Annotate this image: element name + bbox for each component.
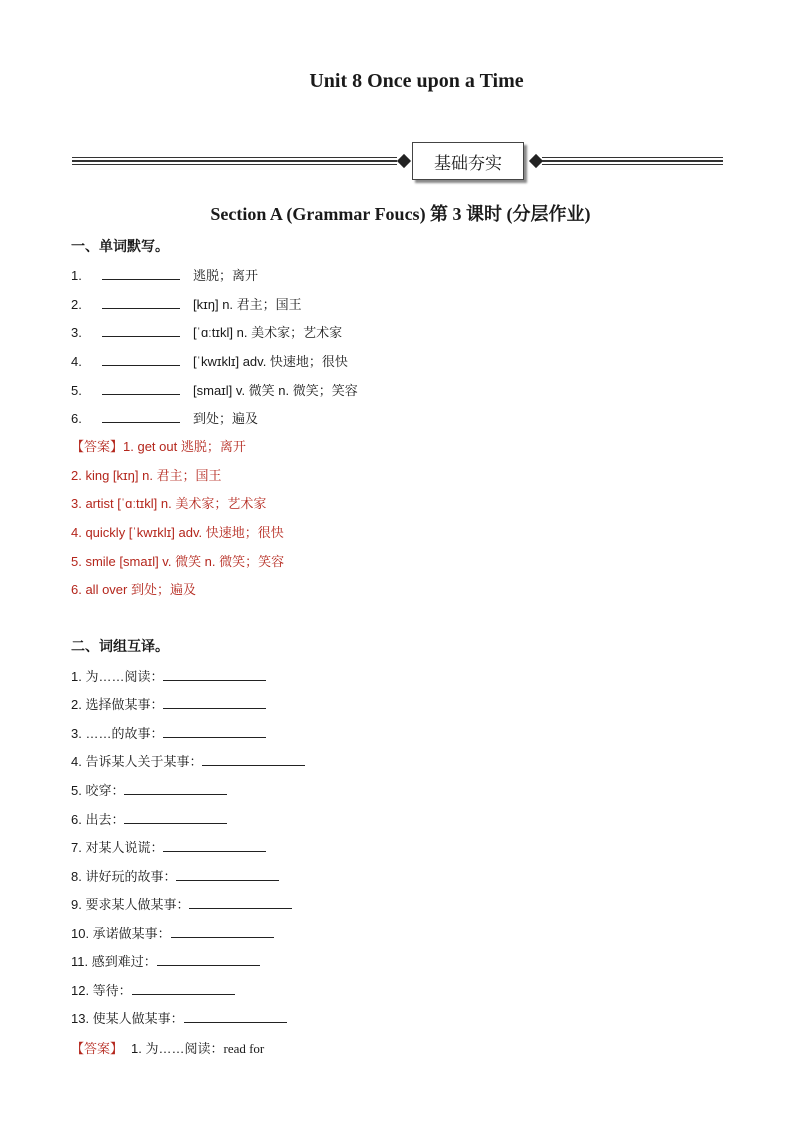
answer-blank[interactable] bbox=[176, 868, 279, 881]
phrase-text: 3. ……的故事： bbox=[71, 726, 164, 741]
diamond-icon bbox=[529, 154, 543, 168]
answer-line bbox=[71, 1038, 264, 1057]
answer-label: 1. 为……阅读： bbox=[131, 1041, 224, 1056]
answer-blank[interactable] bbox=[102, 324, 180, 337]
answer-line: 4. quickly [ˈkwɪklɪ] adv. 快速地；很快 bbox=[71, 525, 284, 540]
answer-blank[interactable] bbox=[163, 696, 266, 709]
answer-blank[interactable] bbox=[189, 896, 292, 909]
phrase-text: 4. 告诉某人关于某事： bbox=[71, 754, 203, 769]
phrase-item bbox=[71, 694, 266, 713]
answer-blank[interactable] bbox=[102, 410, 180, 423]
phrase-item bbox=[71, 1008, 287, 1027]
phrase-text: 5. 咬穿： bbox=[71, 783, 125, 798]
answer-blank[interactable] bbox=[202, 753, 305, 766]
section-banner bbox=[72, 140, 723, 182]
phrase-item bbox=[71, 980, 235, 999]
phrase-item bbox=[71, 780, 227, 799]
answer-text: 1. get out 逃脱；离开 bbox=[123, 439, 246, 454]
answer-blank[interactable] bbox=[163, 668, 266, 681]
word-item bbox=[71, 380, 358, 399]
answer-blank[interactable] bbox=[102, 353, 180, 366]
phrase-text: 12. 等待： bbox=[71, 983, 132, 998]
phrase-item bbox=[71, 751, 305, 770]
answer-tag: 【答案】 bbox=[71, 1041, 124, 1056]
phrase-text: 8. 讲好玩的故事： bbox=[71, 869, 177, 884]
item-text: 逃脱；离开 bbox=[193, 268, 259, 283]
part2-heading: 二、词组互译。 bbox=[71, 638, 169, 654]
answer-line: 3. artist [ˈɑːtɪkl] n. 美术家；艺术家 bbox=[71, 496, 267, 511]
phrase-text: 2. 选择做某事： bbox=[71, 697, 164, 712]
item-number: 4. bbox=[71, 354, 82, 369]
banner-right-rule bbox=[542, 157, 723, 167]
phrase-item bbox=[71, 809, 227, 828]
answer-blank[interactable] bbox=[157, 953, 260, 966]
item-number: 5. bbox=[71, 383, 82, 398]
section-title: Section A (Grammar Foucs) 第 3 课时 (分层作业) bbox=[210, 204, 591, 224]
answer-value: read for bbox=[223, 1041, 265, 1056]
answer-line: 2. king [kɪŋ] n. 君主；国王 bbox=[71, 468, 222, 483]
phrase-text: 11. 感到难过： bbox=[71, 954, 157, 969]
answer-blank[interactable] bbox=[163, 839, 266, 852]
diamond-icon bbox=[397, 154, 411, 168]
word-item bbox=[71, 408, 258, 427]
item-text: [smaɪl] v. 微笑 n. 微笑；笑容 bbox=[193, 383, 358, 398]
phrase-text: 1. 为……阅读： bbox=[71, 669, 164, 684]
phrase-item bbox=[71, 723, 266, 742]
answer-tag: 【答案】 bbox=[71, 439, 124, 454]
answer-blank[interactable] bbox=[163, 725, 266, 738]
phrase-text: 9. 要求某人做某事： bbox=[71, 897, 190, 912]
answer-blank[interactable] bbox=[132, 982, 235, 995]
phrase-item bbox=[71, 837, 266, 856]
item-text: [kɪŋ] n. 君主；国王 bbox=[193, 297, 302, 312]
item-number: 1. bbox=[71, 268, 82, 283]
phrase-text: 13. 使某人做某事： bbox=[71, 1011, 184, 1026]
answer-blank[interactable] bbox=[124, 782, 227, 795]
phrase-item bbox=[71, 866, 279, 885]
answer-line bbox=[71, 436, 246, 455]
word-item bbox=[71, 322, 342, 341]
answer-blank[interactable] bbox=[102, 267, 180, 280]
answer-blank[interactable] bbox=[184, 1010, 287, 1023]
answer-blank[interactable] bbox=[102, 382, 180, 395]
item-text: [ˈɑːtɪkl] n. 美术家；艺术家 bbox=[193, 325, 343, 340]
phrase-item bbox=[71, 894, 292, 913]
answer-blank[interactable] bbox=[171, 925, 274, 938]
answer-blank[interactable] bbox=[124, 811, 227, 824]
answer-blank[interactable] bbox=[102, 296, 180, 309]
answer-line: 5. smile [smaɪl] v. 微笑 n. 微笑；笑容 bbox=[71, 554, 285, 569]
part1-heading: 一、单词默写。 bbox=[71, 238, 169, 254]
banner-left-rule bbox=[72, 157, 397, 167]
item-number: 6. bbox=[71, 411, 82, 426]
word-item bbox=[71, 265, 258, 284]
phrase-text: 10. 承诺做某事： bbox=[71, 926, 171, 941]
item-text: 到处；遍及 bbox=[193, 411, 259, 426]
item-number: 2. bbox=[71, 297, 82, 312]
item-text: [ˈkwɪklɪ] adv. 快速地；很快 bbox=[193, 354, 348, 369]
phrase-text: 6. 出去： bbox=[71, 812, 125, 827]
phrase-item bbox=[71, 951, 260, 970]
banner-label: 基础夯实 bbox=[412, 142, 524, 180]
phrase-item bbox=[71, 923, 274, 942]
item-number: 3. bbox=[71, 325, 82, 340]
phrase-text: 7. 对某人说谎： bbox=[71, 840, 164, 855]
phrase-item bbox=[71, 666, 266, 685]
answer-line: 6. all over 到处；遍及 bbox=[71, 582, 196, 597]
word-item bbox=[71, 294, 302, 313]
page-title: Unit 8 Once upon a Time bbox=[309, 70, 524, 92]
word-item bbox=[71, 351, 348, 370]
